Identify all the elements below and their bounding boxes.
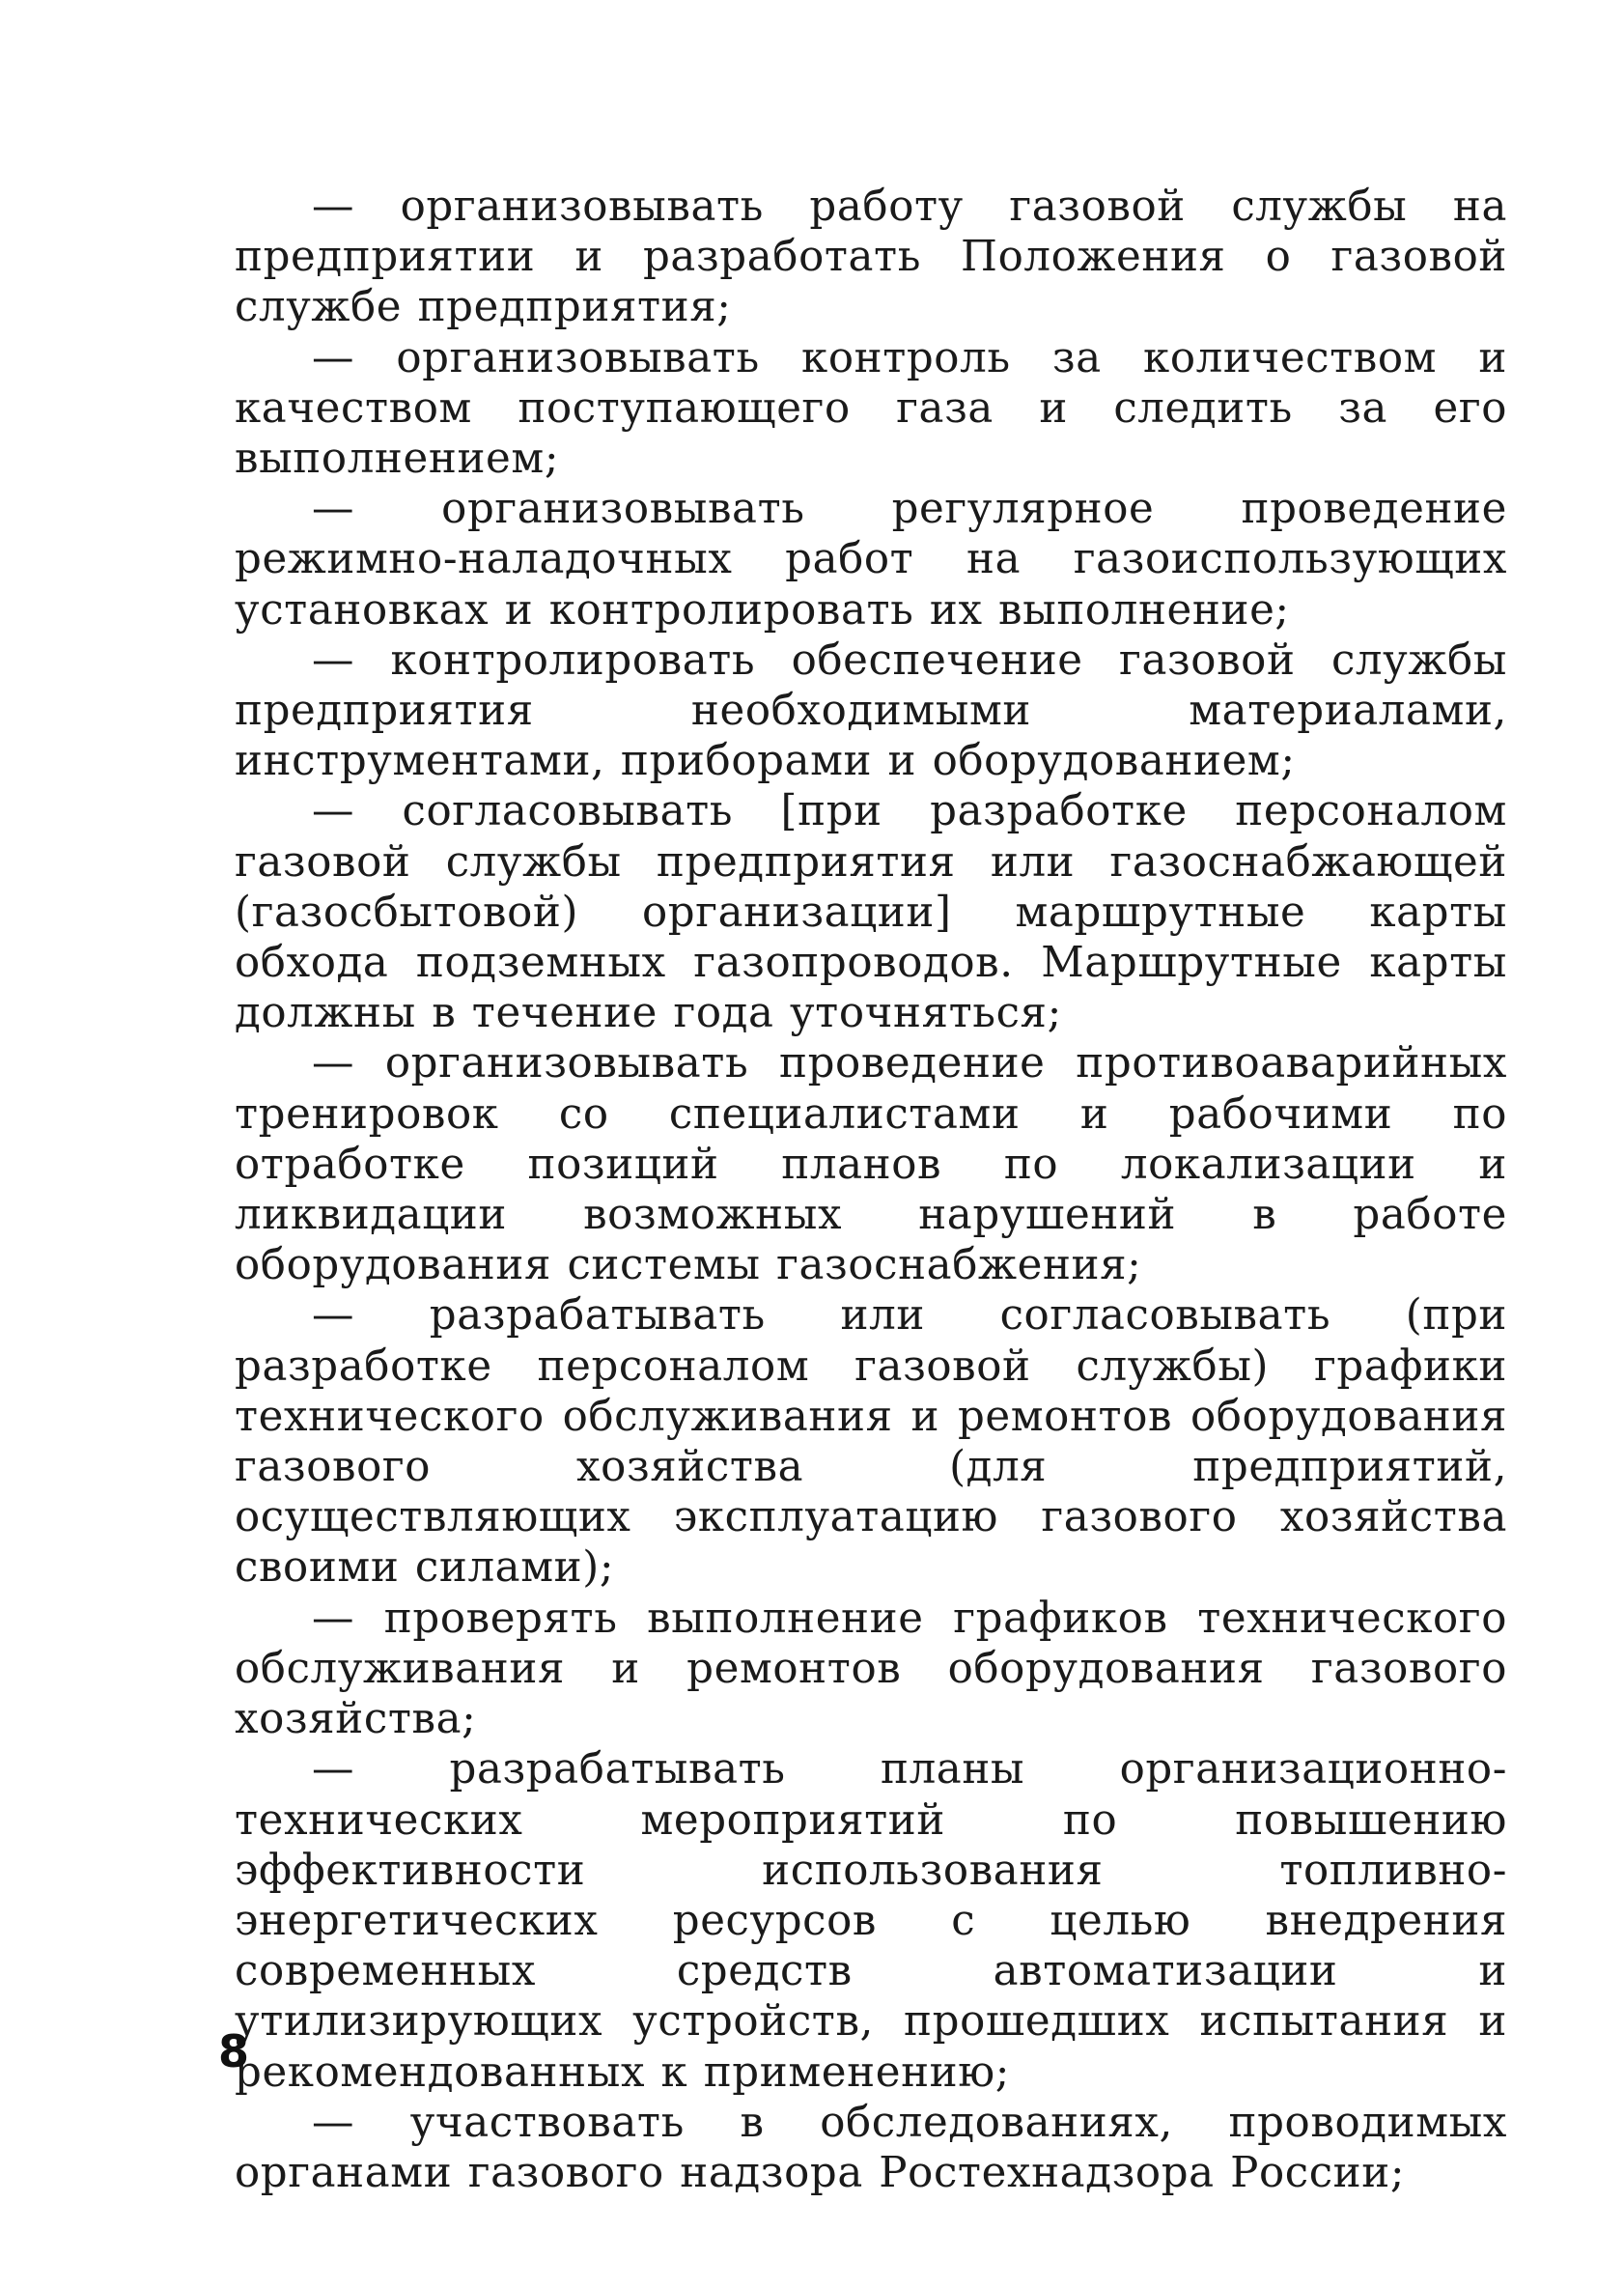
list-item: — проверять выполнение графиков технического обслуживания и ремонтов оборудования газового хозяйства; <box>235 1594 1507 1744</box>
list-item: — разрабатывать планы организационно-технических мероприятий по повышению эффективности использования топливно-энергетических ресурсов с целью внедрения современных средств автоматизации и утилизирующих устройств, прошедших испытания и рекомендованных к применению; <box>235 1745 1507 2097</box>
list-item: — организовывать работу газовой службы на предприятии и разработать Положения о газовой службе предприятия; <box>235 183 1507 332</box>
list-item: — организовывать проведение противоаварийных тренировок со специалистами и рабочими по отработке позиций планов по локализации и ликвидации возможных нарушений в работе оборудования системы газоснабжения; <box>235 1039 1507 1290</box>
list-item: — разрабатывать или согласовывать (при разработке персоналом газовой службы) графики технического обслуживания и ремонтов оборудования газового хозяйства (для предприятий, осуществляющих эксплуатацию газового хозяйства своими силами); <box>235 1291 1507 1593</box>
list-item: — контролировать обеспечение газовой службы предприятия необходимыми материалами, инструментами, приборами и оборудованием; <box>235 636 1507 786</box>
body-text <box>235 182 1507 2198</box>
list-item: — организовывать контроль за количеством и качеством поступающего газа и следить за его выполнением; <box>235 333 1507 484</box>
list-item: — организовывать регулярное проведение режимно-наладочных работ на газоиспользующих установках и контролировать их выполнение; <box>235 485 1507 635</box>
list-item: — согласовывать [при разработке персоналом газовой службы предприятия или газоснабжающей (газосбытовой) организации] маршрутные карты обхода подземных газопроводов. Маршрутные карты должны в течение года уточняться; <box>235 787 1507 1038</box>
list-item: — участвовать в обследованиях, проводимых органами газового надзора Ростехнадзора России; <box>235 2098 1507 2197</box>
page-number: 8 <box>218 2025 250 2077</box>
